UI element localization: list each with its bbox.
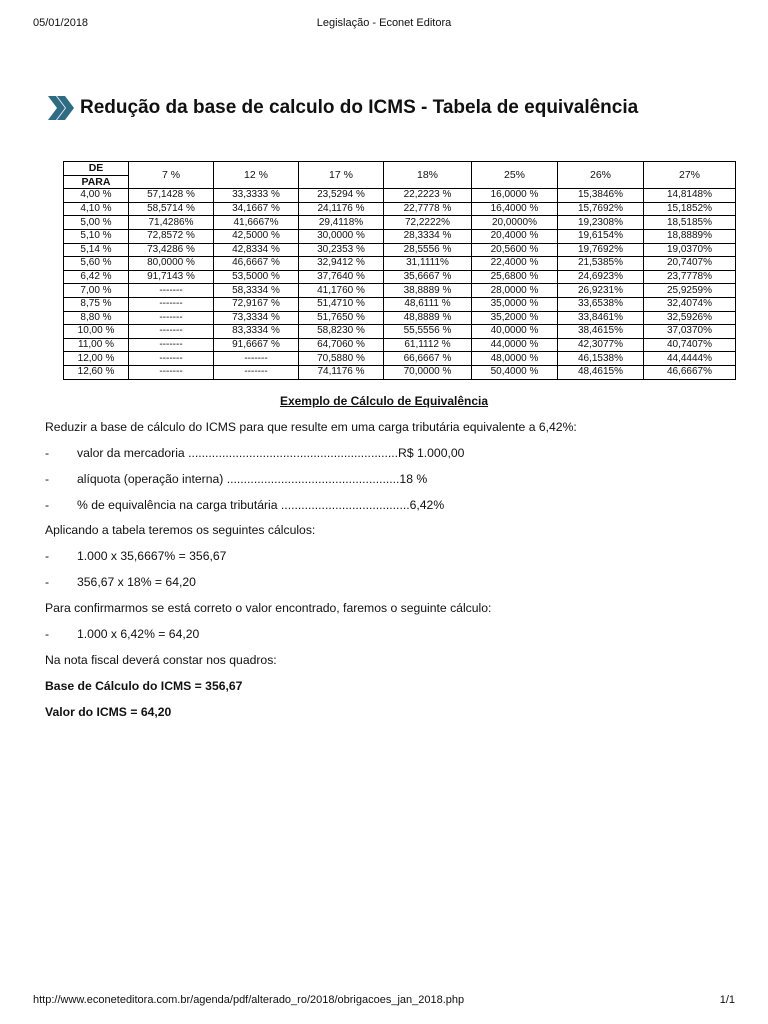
table-cell: 73,3334 %	[214, 311, 299, 325]
table-cell: 42,3077%	[558, 338, 644, 352]
table-cell: 41,6667%	[214, 216, 299, 230]
table-row	[64, 202, 736, 216]
header-rate: 17 %	[299, 162, 384, 189]
footer-page-number: 1/1	[719, 994, 735, 1006]
row-rate-cell: 10,00 %	[64, 325, 129, 339]
row-rate-cell: 5,60 %	[64, 257, 129, 271]
table-cell: 21,5385%	[558, 257, 644, 271]
table-cell: 44,0000 %	[472, 338, 558, 352]
table-cell: 33,6538%	[558, 297, 644, 311]
table-cell: 50,4000 %	[472, 365, 558, 379]
table-cell: 37,0370%	[644, 325, 736, 339]
table-cell: -------	[129, 284, 214, 298]
bullet-dash: -	[45, 446, 50, 460]
item-equivalencia: % de equivalência na carga tributária ......................................6,42%	[77, 498, 445, 512]
table-cell: 72,8572 %	[129, 229, 214, 243]
table-cell: 74,1176 %	[299, 365, 384, 379]
table-header	[64, 162, 736, 189]
table-cell: 46,6667 %	[214, 257, 299, 271]
table-cell: -------	[214, 365, 299, 379]
table-cell: 15,7692%	[558, 202, 644, 216]
table-cell: 32,4074%	[644, 297, 736, 311]
table-cell: 72,2222%	[384, 216, 472, 230]
table-cell: 29,4118%	[299, 216, 384, 230]
example-intro: Reduzir a base de cálculo do ICMS para que resulte em uma carga tributária equivalente a 6,42%:	[45, 420, 577, 434]
table-cell: 66,6667 %	[384, 352, 472, 366]
table-cell: 19,7692%	[558, 243, 644, 257]
table-cell: 48,4615%	[558, 365, 644, 379]
table-cell: 40,7407%	[644, 338, 736, 352]
header-rate: 26%	[558, 162, 644, 189]
header-rate: 25%	[472, 162, 558, 189]
bullet-dash: -	[45, 472, 50, 486]
table-cell: 33,8461%	[558, 311, 644, 325]
table-cell: 73,4286 %	[129, 243, 214, 257]
table-cell: 58,5714 %	[129, 202, 214, 216]
table-cell: 23,7778%	[644, 270, 736, 284]
table-row	[64, 216, 736, 230]
table-cell: 70,0000 %	[384, 365, 472, 379]
table-cell: 25,6800 %	[472, 270, 558, 284]
row-rate-cell: 4,10 %	[64, 202, 129, 216]
header-rate: 12 %	[214, 162, 299, 189]
table-cell: 30,0000 %	[299, 229, 384, 243]
table-cell: -------	[214, 352, 299, 366]
row-rate-cell: 8,75 %	[64, 297, 129, 311]
base-calculo-result: Base de Cálculo do ICMS = 356,67	[45, 679, 243, 693]
table-cell: 19,2308%	[558, 216, 644, 230]
table-cell: 37,7640 %	[299, 270, 384, 284]
table-cell: 20,4000 %	[472, 229, 558, 243]
table-cell: 71,4286%	[129, 216, 214, 230]
header-row	[64, 162, 736, 176]
document-title: Redução da base de calculo do ICMS - Tabela de equivalência	[80, 97, 639, 118]
table-cell: 22,7778 %	[384, 202, 472, 216]
table-row	[64, 189, 736, 203]
row-rate-cell: 8,80 %	[64, 311, 129, 325]
table-cell: 41,1760 %	[299, 284, 384, 298]
table-cell: 20,0000%	[472, 216, 558, 230]
table-cell: 51,7650 %	[299, 311, 384, 325]
table-cell: 24,6923%	[558, 270, 644, 284]
table-cell: 22,2223 %	[384, 189, 472, 203]
calc-line-1: 1.000 x 35,6667% = 356,67	[77, 549, 227, 563]
table-cell: -------	[129, 338, 214, 352]
item-valor-mercadoria: valor da mercadoria ..............................................................R$ 1.000,00	[77, 446, 465, 460]
row-rate-cell: 6,42 %	[64, 270, 129, 284]
row-rate-cell: 5,00 %	[64, 216, 129, 230]
double-chevron-icon	[46, 93, 76, 123]
table-cell: 44,4444%	[644, 352, 736, 366]
table-cell: 51,4710 %	[299, 297, 384, 311]
table-cell: 20,7407%	[644, 257, 736, 271]
calc-line-2: 356,67 x 18% = 64,20	[77, 575, 196, 589]
table-cell: 57,1428 %	[129, 189, 214, 203]
table-cell: -------	[129, 297, 214, 311]
footer-url: http://www.econeteditora.com.br/agenda/pdf/alterado_ro/2018/obrigacoes_jan_2018.php	[33, 994, 465, 1006]
table-cell: 23,5294 %	[299, 189, 384, 203]
table-row	[64, 338, 736, 352]
row-rate-cell: 7,00 %	[64, 284, 129, 298]
table-cell: 38,4615%	[558, 325, 644, 339]
apply-text: Aplicando a tabela teremos os seguintes cálculos:	[45, 523, 316, 537]
table-row	[64, 325, 736, 339]
table-cell: 40,0000 %	[472, 325, 558, 339]
table-body	[64, 189, 736, 379]
table-cell: 28,3334 %	[384, 229, 472, 243]
table-cell: -------	[129, 325, 214, 339]
table-row	[64, 284, 736, 298]
table-cell: -------	[129, 352, 214, 366]
table-row	[64, 270, 736, 284]
table-cell: 61,1112 %	[384, 338, 472, 352]
table-row	[64, 243, 736, 257]
table-cell: -------	[129, 365, 214, 379]
table-cell: 35,0000 %	[472, 297, 558, 311]
table-cell: 53,5000 %	[214, 270, 299, 284]
header-para: PARA	[64, 175, 129, 189]
table-cell: 20,5600 %	[472, 243, 558, 257]
table-row	[64, 297, 736, 311]
table-cell: 48,8889 %	[384, 311, 472, 325]
header-rate: 18%	[384, 162, 472, 189]
table-cell: 91,6667 %	[214, 338, 299, 352]
calc-line-3: 1.000 x 6,42% = 64,20	[77, 627, 200, 641]
table-cell: 48,6111 %	[384, 297, 472, 311]
item-aliquota: alíquota (operação interna) ...................................................18 %	[77, 472, 428, 486]
equivalence-table	[63, 161, 736, 380]
table-cell: 25,9259%	[644, 284, 736, 298]
table-cell: 33,3333 %	[214, 189, 299, 203]
table-cell: 48,0000 %	[472, 352, 558, 366]
table-cell: 42,5000 %	[214, 229, 299, 243]
table-cell: 28,5556 %	[384, 243, 472, 257]
table-cell: 70,5880 %	[299, 352, 384, 366]
table-cell: 16,4000 %	[472, 202, 558, 216]
table-cell: 14,8148%	[644, 189, 736, 203]
table-cell: 32,9412 %	[299, 257, 384, 271]
bullet-dash: -	[45, 627, 50, 641]
table-row	[64, 257, 736, 271]
table-cell: 15,3846%	[558, 189, 644, 203]
row-rate-cell: 5,10 %	[64, 229, 129, 243]
table-cell: 19,0370%	[644, 243, 736, 257]
table-cell: 18,8889%	[644, 229, 736, 243]
header-de: DE	[64, 162, 129, 176]
header-rate: 27%	[644, 162, 736, 189]
table-cell: 24,1176 %	[299, 202, 384, 216]
print-date: 05/01/2018	[33, 17, 89, 29]
bullet-dash: -	[45, 549, 50, 563]
nota-text: Na nota fiscal deverá constar nos quadros:	[45, 653, 277, 667]
bullet-dash: -	[45, 498, 50, 512]
table-cell: -------	[129, 311, 214, 325]
table-cell: 91,7143 %	[129, 270, 214, 284]
table-cell: 26,9231%	[558, 284, 644, 298]
table-cell: 58,3334 %	[214, 284, 299, 298]
print-page-title: Legislação - Econet Editora	[316, 17, 452, 29]
table-cell: 32,5926%	[644, 311, 736, 325]
row-rate-cell: 12,00 %	[64, 352, 129, 366]
confirm-text: Para confirmarmos se está correto o valor encontrado, faremos o seguinte cálculo:	[45, 601, 492, 615]
table-cell: 83,3334 %	[214, 325, 299, 339]
table-cell: 80,0000 %	[129, 257, 214, 271]
table-cell: 34,1667 %	[214, 202, 299, 216]
table-cell: 30,2353 %	[299, 243, 384, 257]
header-rate: 7 %	[129, 162, 214, 189]
table-cell: 19,6154%	[558, 229, 644, 243]
example-heading: Exemplo de Cálculo de Equivalência	[279, 394, 489, 408]
row-rate-cell: 5,14 %	[64, 243, 129, 257]
table-cell: 35,2000 %	[472, 311, 558, 325]
table-cell: 42,8334 %	[214, 243, 299, 257]
table-cell: 31,1111%	[384, 257, 472, 271]
table-cell: 64,7060 %	[299, 338, 384, 352]
table-cell: 35,6667 %	[384, 270, 472, 284]
table-cell: 55,5556 %	[384, 325, 472, 339]
valor-icms-result: Valor do ICMS = 64,20	[45, 705, 172, 719]
table-row	[64, 365, 736, 379]
row-rate-cell: 11,00 %	[64, 338, 129, 352]
table-cell: 72,9167 %	[214, 297, 299, 311]
table-cell: 28,0000 %	[472, 284, 558, 298]
table-cell: 18,5185%	[644, 216, 736, 230]
table-cell: 15,1852%	[644, 202, 736, 216]
table-cell: 46,6667%	[644, 365, 736, 379]
table-cell: 46,1538%	[558, 352, 644, 366]
table-row	[64, 229, 736, 243]
table-cell: 16,0000 %	[472, 189, 558, 203]
table-cell: 38,8889 %	[384, 284, 472, 298]
table-cell: 22,4000 %	[472, 257, 558, 271]
table-row	[64, 352, 736, 366]
table-cell: 58,8230 %	[299, 325, 384, 339]
document-title-row	[46, 93, 638, 123]
row-rate-cell: 12,60 %	[64, 365, 129, 379]
bullet-dash: -	[45, 575, 50, 589]
table-row	[64, 311, 736, 325]
row-rate-cell: 4,00 %	[64, 189, 129, 203]
